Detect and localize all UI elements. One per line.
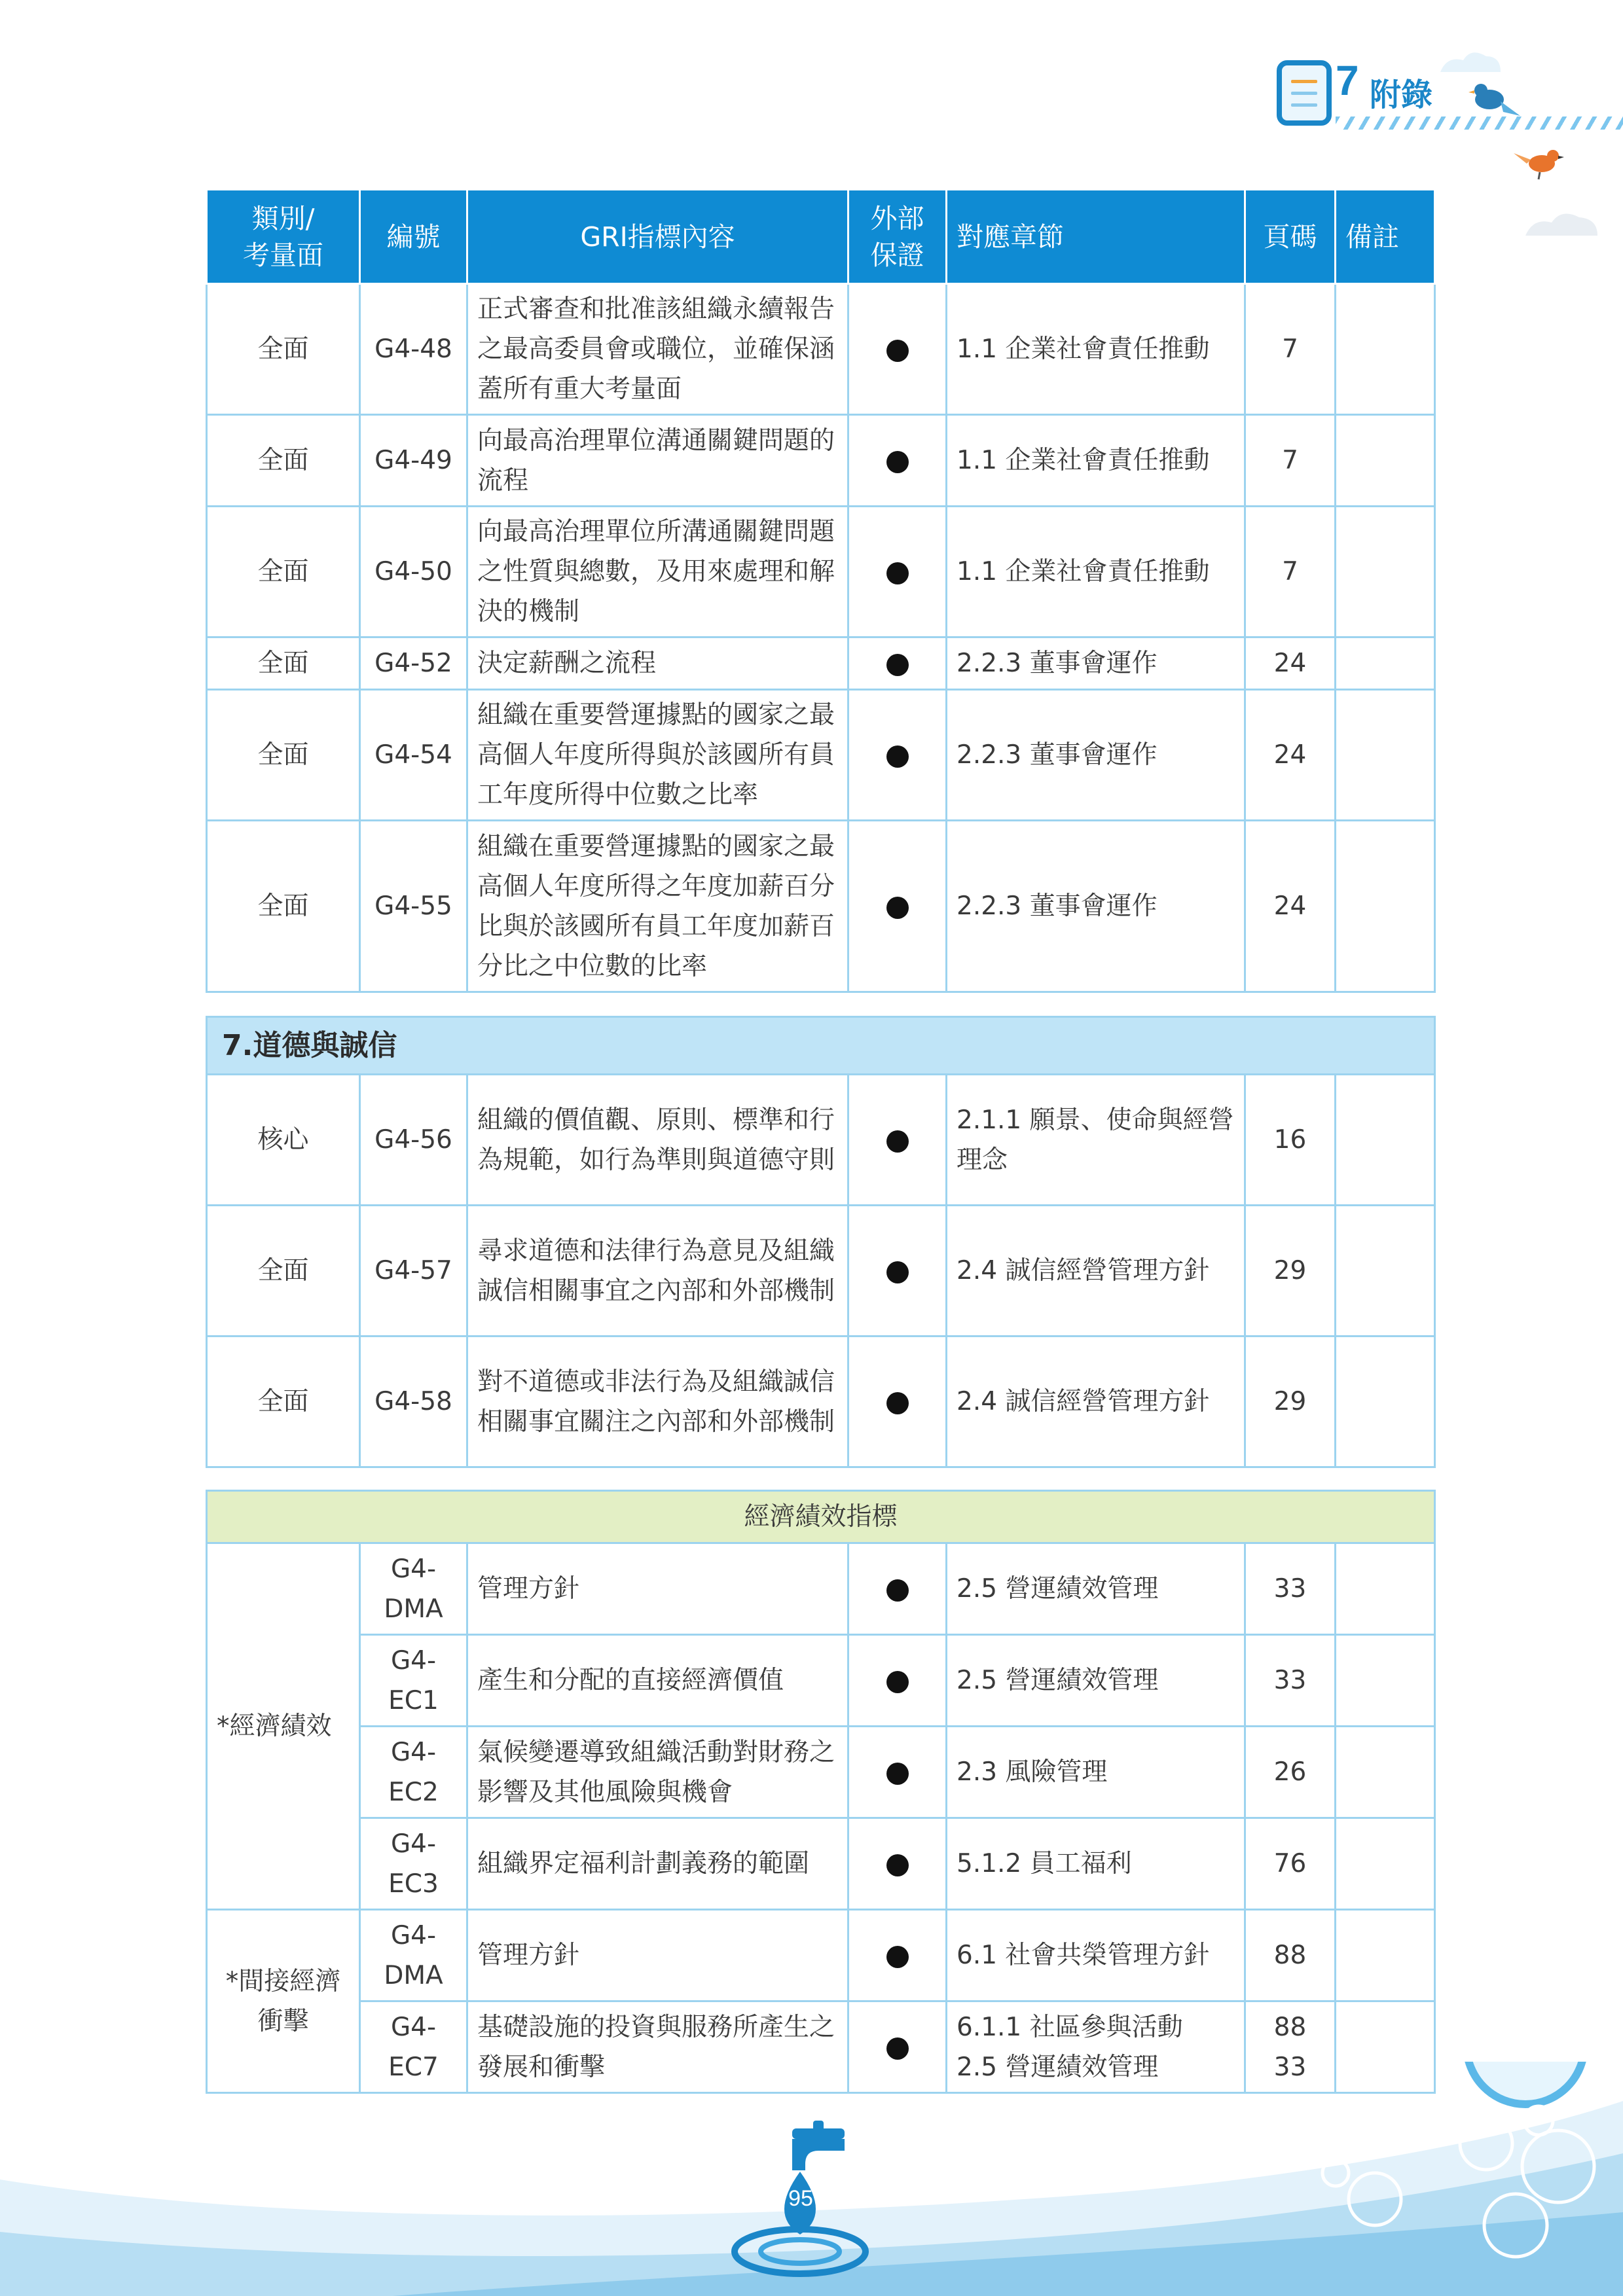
- cell-note: [1336, 1818, 1435, 1910]
- assured-dot-icon: [886, 562, 909, 584]
- cell-content: 管理方針: [467, 1543, 848, 1635]
- chapter-title: 附錄: [1370, 77, 1433, 113]
- table-row: [207, 1910, 1435, 2001]
- cell-page: 76: [1245, 1818, 1336, 1910]
- cell-category: 全面: [207, 821, 360, 992]
- cell-page: 88: [1245, 1910, 1336, 2001]
- col-header-assurance: 外部 保證: [848, 190, 947, 284]
- assured-dot-icon: [886, 1579, 909, 1602]
- section-title: 經濟績效指標: [207, 1491, 1435, 1543]
- cell-chapter: 2.5 營運績效管理: [947, 1543, 1245, 1635]
- assured-dot-icon: [886, 897, 909, 919]
- cell-code: G4-DMA: [360, 1910, 467, 2001]
- table-row: [207, 1336, 1435, 1467]
- cell-assurance: [848, 1818, 947, 1910]
- cell-note: [1336, 637, 1435, 690]
- cell-chapter: 2.4 誠信經營管理方針: [947, 1206, 1245, 1336]
- cell-code: G4-50: [360, 507, 467, 637]
- cell-chapter: 2.2.3 董事會運作: [947, 821, 1245, 992]
- col-header-category: 類別/ 考量面: [207, 190, 360, 284]
- cell-chapter: 2.2.3 董事會運作: [947, 637, 1245, 690]
- assured-dot-icon: [886, 1946, 909, 1968]
- cell-note: [1336, 690, 1435, 821]
- cell-content: 決定薪酬之流程: [467, 637, 848, 690]
- cell-assurance: [848, 637, 947, 690]
- cell-chapter: 2.5 營運績效管理: [947, 1635, 1245, 1727]
- assured-dot-icon: [886, 654, 909, 676]
- cell-content: 組織的價值觀、原則、標準和行為規範，如行為準則與道德守則: [467, 1075, 848, 1206]
- gri-table-ethics: [206, 1016, 1436, 1468]
- section-header-row: [207, 1017, 1435, 1075]
- cell-code: G4-55: [360, 821, 467, 992]
- cell-chapter: 6.1.1 社區參與活動 2.5 營運績效管理: [947, 2001, 1245, 2093]
- cell-code: G4-48: [360, 284, 467, 415]
- cell-category: 全面: [207, 284, 360, 415]
- col-header-code: 編號: [360, 190, 467, 284]
- cell-content: 基礎設施的投資與服務所產生之發展和衝擊: [467, 2001, 848, 2093]
- cell-category: 全面: [207, 1336, 360, 1467]
- cell-category: 全面: [207, 415, 360, 507]
- cell-content: 組織在重要營運據點的國家之最高個人年度所得與於該國所有員工年度所得中位數之比率: [467, 690, 848, 821]
- cell-category: 全面: [207, 637, 360, 690]
- cell-code: G4-EC3: [360, 1818, 467, 1910]
- table-row: [207, 1727, 1435, 1818]
- cell-chapter: 5.1.2 員工福利: [947, 1818, 1245, 1910]
- cell-page: 33: [1245, 1635, 1336, 1727]
- cell-assurance: [848, 415, 947, 507]
- cell-code: G4-54: [360, 690, 467, 821]
- cell-code: G4-52: [360, 637, 467, 690]
- cell-assurance: [848, 1206, 947, 1336]
- cell-assurance: [848, 1635, 947, 1727]
- cell-page: 33: [1245, 1543, 1336, 1635]
- blue-bird-icon: [1468, 84, 1520, 116]
- table-row: [207, 690, 1435, 821]
- notepad-icon: [1277, 60, 1332, 126]
- cell-code: G4-EC1: [360, 1635, 467, 1727]
- cell-assurance: [848, 690, 947, 821]
- cell-chapter: 1.1 企業社會責任推動: [947, 284, 1245, 415]
- cell-assurance: [848, 507, 947, 637]
- cell-note: [1336, 1336, 1435, 1467]
- table-row: [207, 507, 1435, 637]
- cell-note: [1336, 415, 1435, 507]
- table-row: [207, 637, 1435, 690]
- table-row: [207, 1818, 1435, 1910]
- cell-category-group: *經濟績效: [207, 1543, 360, 1910]
- cell-page: 26: [1245, 1727, 1336, 1818]
- cell-content: 氣候變遷導致組織活動對財務之影響及其他風險與機會: [467, 1727, 848, 1818]
- cell-content: 產生和分配的直接經濟價值: [467, 1635, 848, 1727]
- cell-code: G4-57: [360, 1206, 467, 1336]
- cell-content: 組織界定福利計劃義務的範圍: [467, 1818, 848, 1910]
- cell-note: [1336, 821, 1435, 992]
- cell-page: 16: [1245, 1075, 1336, 1206]
- cell-category: 全面: [207, 507, 360, 637]
- cell-note: [1336, 1910, 1435, 2001]
- section-header-row: [207, 1491, 1435, 1543]
- col-header-chapter: 對應章節: [947, 190, 1245, 284]
- cell-chapter: 1.1 企業社會責任推動: [947, 415, 1245, 507]
- cell-code: G4-58: [360, 1336, 467, 1467]
- table-row: [207, 1075, 1435, 1206]
- cell-assurance: [848, 1727, 947, 1818]
- cell-content: 組織在重要營運據點的國家之最高個人年度所得之年度加薪百分比與於該國所有員工年度加薪百分比之中位數的比率: [467, 821, 848, 992]
- cell-note: [1336, 1075, 1435, 1206]
- cell-chapter: 2.3 風險管理: [947, 1727, 1245, 1818]
- cell-chapter: 1.1 企業社會責任推動: [947, 507, 1245, 637]
- cell-code: G4-56: [360, 1075, 467, 1206]
- col-header-note: 備註: [1336, 190, 1435, 284]
- cell-content: 向最高治理單位所溝通關鍵問題之性質與總數，及用來處理和解決的機制: [467, 507, 848, 637]
- cell-assurance: [848, 1543, 947, 1635]
- cell-code: G4-49: [360, 415, 467, 507]
- cell-chapter: 6.1 社會共榮管理方針: [947, 1910, 1245, 2001]
- assured-dot-icon: [886, 1261, 909, 1283]
- cell-assurance: [848, 1075, 947, 1206]
- cell-code: G4-EC7: [360, 2001, 467, 2093]
- cell-page: 24: [1245, 690, 1336, 821]
- cell-assurance: [848, 821, 947, 992]
- cell-assurance: [848, 284, 947, 415]
- orange-bird-icon: [1514, 150, 1564, 179]
- cell-page: 7: [1245, 415, 1336, 507]
- cell-assurance: [848, 1336, 947, 1467]
- cloud-bird-decoration: [1427, 39, 1623, 249]
- cell-page: 88 33: [1245, 2001, 1336, 2093]
- cell-content: 對不道德或非法行為及組織誠信相關事宜關注之內部和外部機制: [467, 1336, 848, 1467]
- assured-dot-icon: [886, 1854, 909, 1876]
- assured-dot-icon: [886, 1763, 909, 1785]
- page-number: 95: [788, 2186, 813, 2211]
- cell-category: 核心: [207, 1075, 360, 1206]
- cell-page: 24: [1245, 821, 1336, 992]
- table-row: [207, 1206, 1435, 1336]
- cell-page: 29: [1245, 1206, 1336, 1336]
- cell-code: G4-EC2: [360, 1727, 467, 1818]
- table-row: [207, 821, 1435, 992]
- cell-chapter: 2.1.1 願景、使命與經營理念: [947, 1075, 1245, 1206]
- assured-dot-icon: [886, 1392, 909, 1414]
- table-row: [207, 1635, 1435, 1727]
- cell-note: [1336, 1727, 1435, 1818]
- table-row: [207, 415, 1435, 507]
- cell-category: 全面: [207, 690, 360, 821]
- cell-chapter: 2.4 誠信經營管理方針: [947, 1336, 1245, 1467]
- col-header-content: GRI指標內容: [467, 190, 848, 284]
- cell-chapter: 2.2.3 董事會運作: [947, 690, 1245, 821]
- assured-dot-icon: [886, 1130, 909, 1153]
- section-title: 7.道德與誠信: [207, 1017, 1435, 1075]
- cell-note: [1336, 1635, 1435, 1727]
- cell-code: G4-DMA: [360, 1543, 467, 1635]
- cell-content: 管理方針: [467, 1910, 848, 2001]
- cell-page: 29: [1245, 1336, 1336, 1467]
- assured-dot-icon: [886, 2037, 909, 2060]
- chapter-number: 7: [1336, 57, 1359, 104]
- col-header-page: 頁碼: [1245, 190, 1336, 284]
- cell-content: 尋求道德和法律行為意見及組織誠信相關事宜之內部和外部機制: [467, 1206, 848, 1336]
- assured-dot-icon: [886, 745, 909, 768]
- cell-content: 向最高治理單位溝通關鍵問題的流程: [467, 415, 848, 507]
- cell-page: 7: [1245, 284, 1336, 415]
- assured-dot-icon: [886, 1671, 909, 1693]
- cell-content: 正式審查和批准該組織永續報告之最高委員會或職位，並確保涵蓋所有重大考量面: [467, 284, 848, 415]
- gri-table-economic: [206, 1490, 1436, 2094]
- cell-note: [1336, 1206, 1435, 1336]
- table-row: [207, 284, 1435, 415]
- table-row: [207, 1543, 1435, 1635]
- cell-note: [1336, 1543, 1435, 1635]
- table-header-row: [207, 190, 1435, 284]
- cell-assurance: [848, 1910, 947, 2001]
- assured-dot-icon: [886, 451, 909, 473]
- cell-page: 24: [1245, 637, 1336, 690]
- cell-category-group: *間接經濟衝擊: [207, 1910, 360, 2093]
- gri-table-general: [206, 188, 1436, 993]
- cell-note: [1336, 284, 1435, 415]
- cell-note: [1336, 507, 1435, 637]
- cell-category: 全面: [207, 1206, 360, 1336]
- cell-page: 7: [1245, 507, 1336, 637]
- assured-dot-icon: [886, 340, 909, 362]
